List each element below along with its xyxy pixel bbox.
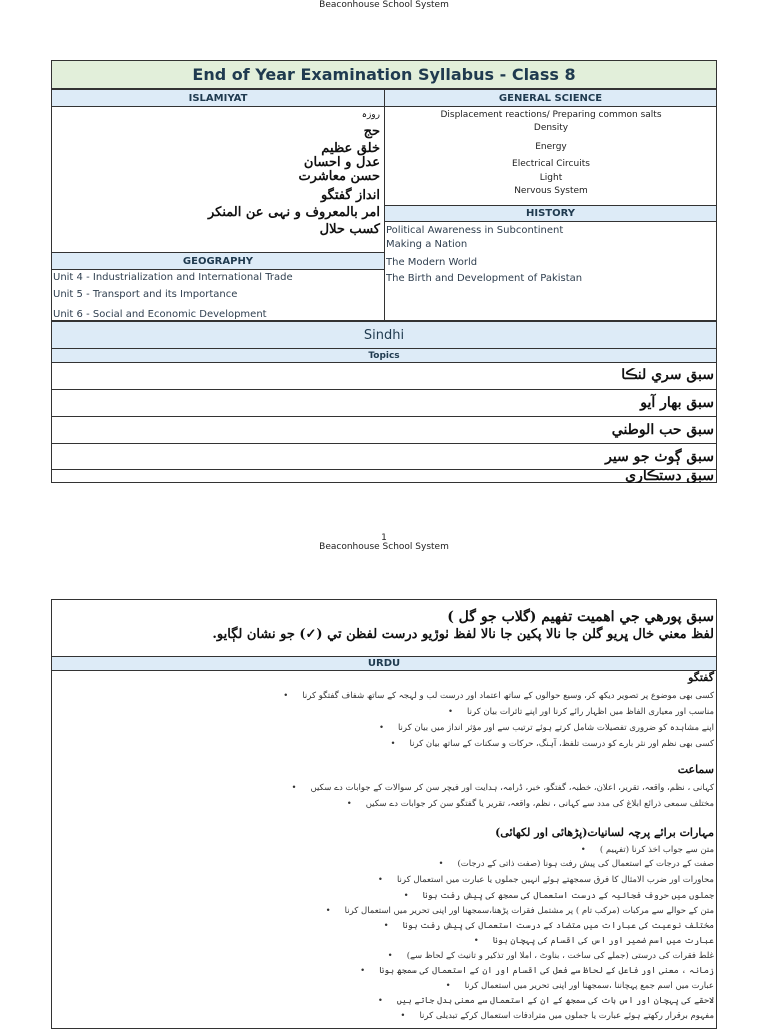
sindhi-topic-row: [52, 417, 716, 444]
urdu-item-text: اپنے مشاہدہ کو ضروری تفصیلات شامل کرتے ہوئے ترتیب سے اور مؤثر انداز میں بیان کرنا: [397, 723, 714, 733]
urdu-list-item: [581, 844, 714, 855]
urdu-list-item: [292, 782, 715, 793]
urdu-list-item: [360, 965, 714, 976]
urdu-item-text: جملوں میں حروف فجائیہ کے درست استعمال کی سمجھ کی پیش رفت ہونا: [422, 891, 714, 901]
urdu-list-item: [283, 690, 714, 701]
urdu-list-item: [448, 706, 714, 717]
bullet-icon: •: [580, 845, 586, 855]
page-title: End of Year Examination Syllabus - Class 8: [192, 65, 576, 84]
islamiyat-item: امر بالمعروف و نہی عن المنکر: [208, 205, 380, 220]
islamiyat-item: حسن معاشرت: [298, 169, 380, 184]
science-heading: GENERAL SCIENCE: [498, 93, 603, 104]
urdu-section-title: گفتگو: [688, 671, 714, 684]
urdu-item-text: مختلف سمعی ذرائع ابلاغ کی مدد سے کہانی ، نظم، واقعہ، تقریر یا گفتگو سن کر جوابات دے سکیں: [365, 799, 714, 809]
sindhi-heading: Sindhi: [363, 328, 405, 343]
islamiyat-item: عدل و احسان: [303, 155, 380, 170]
urdu-item-text: متن کے حوالے سے مرکبات (مرکب تام ) پر مشتمل فقرات پڑھنا،سمجھنا اور اپنی تحریر میں استعمال کرنا: [344, 906, 714, 916]
urdu-item-text: محاورات اور ضرب الامثال کا فرق سمجھتے ہوئے انہیں جملوں یا عبارت میں استعمال کرنا: [396, 875, 714, 885]
islamiyat-item: حج: [363, 124, 380, 139]
title-bar: [51, 60, 717, 89]
bullet-icon: •: [387, 951, 393, 961]
history-heading: HISTORY: [525, 208, 575, 219]
history-item: The Modern World: [386, 257, 478, 268]
urdu-item-text: لاحقے کی پہچان اور اس بات کی سمجھ کے ان کے استعمال سے معنی بدل جاتے ہیں: [396, 996, 714, 1006]
islamiyat-item: خلق عظیم: [321, 141, 380, 156]
sindhi-topics-bar: [51, 348, 717, 363]
history-item: The Birth and Development of Pakistan: [386, 273, 583, 284]
sindhi-topic-row: [52, 362, 716, 390]
islamiyat-item: انداز گفتگو: [320, 188, 380, 203]
history-item: Political Awareness in Subcontinent: [386, 225, 564, 236]
urdu-item-text: مفہوم برقرار رکھتے ہوئے عبارت یا جملوں میں مترادفات استعمال کرکے تبدیلی کرنا: [419, 1011, 714, 1021]
islamiyat-item: کسب حلال: [319, 222, 380, 237]
islamiyat-heading-bar: [51, 89, 385, 107]
page-header: Beaconhouse School System: [319, 0, 449, 10]
bullet-icon: •: [377, 996, 383, 1006]
page-header: Beaconhouse School System: [319, 542, 449, 552]
sindhi-lesson-line: سبق پورهي جي اهميت تفهيم (گلاب جو گل ): [447, 609, 714, 625]
urdu-item-text: عبارت میں اسم جمع پہچاننا ،سمجھنا اور اپنی تحریر میں استعمال کرنا: [464, 981, 714, 991]
sindhi-topic: سبق سري لنڪا: [621, 367, 714, 383]
urdu-list-item: [404, 890, 714, 901]
geography-heading-bar: [51, 252, 385, 270]
science-item: Nervous System: [514, 186, 588, 196]
urdu-item-text: مختلف نوعیت کی عبارات میں متضاد کے درست استعمال کی پیش رفت ہونا: [402, 921, 714, 931]
urdu-item-text: کہانی ، نظم، واقعہ، تقریر، اعلان، خطبہ، گفتگو، خبر، ڈرامہ، ہدایت اور فیچر سن کر سوالات کے جوابات دے سکیں: [310, 783, 714, 793]
bullet-icon: •: [438, 859, 444, 869]
urdu-section-title: سماعت: [677, 763, 714, 776]
urdu-heading: URDU: [367, 658, 401, 669]
urdu-item-text: کسی بھی موضوع پر تصویر دیکھ کر، وسیع حوالوں کے ساتھ اعتماد اور درست لب و لہجہ کے ساتھ شفاف گفتگو کرنا: [302, 691, 714, 701]
science-item: Electrical Circuits: [512, 159, 590, 169]
geography-heading: GEOGRAPHY: [182, 256, 254, 267]
sindhi-heading-bar: [51, 321, 717, 349]
science-item: Displacement reactions/ Preparing common salts: [440, 110, 662, 120]
urdu-item-text: عبارت میں اسم ضمیر اور اس کی اقسام کی پہچان ہونا: [492, 936, 714, 946]
urdu-item-text: زمانہ ، معنی اور فاعل کے لحاظ سے فعل کی اقسام اور ان کے استعمال کی سمجھ ہونا: [379, 966, 714, 976]
urdu-list-item: [326, 905, 714, 916]
urdu-list-item: [474, 935, 714, 946]
bullet-icon: •: [390, 739, 396, 749]
urdu-list-item: [378, 874, 714, 885]
science-item: Density: [533, 123, 569, 133]
sindhi-topic-row: [52, 444, 716, 470]
sindhi-topic: سبق ڳوٺ جو سير: [605, 449, 714, 465]
urdu-item-text: غلط فقرات کی درستی (جملے کی ساخت ، بناوٹ ، املا اور تذکیر و تانیث کے لحاظ سے): [406, 951, 714, 961]
sindhi-topics-heading: Topics: [368, 351, 400, 361]
bullet-icon: •: [283, 691, 289, 701]
sindhi-topic-row: [52, 390, 716, 417]
urdu-list-item: [438, 858, 714, 869]
science-item: Energy: [535, 142, 567, 152]
geography-item: Unit 6 - Social and Economic Development: [53, 309, 267, 320]
bullet-icon: •: [400, 1011, 406, 1021]
urdu-heading-bar: [51, 656, 717, 671]
urdu-list-item: [388, 950, 714, 961]
urdu-list-item: [446, 980, 714, 991]
urdu-section-title: مہارات برائے پرچہ لسانیات(پڑھائی اور لکھائی): [495, 826, 714, 839]
bullet-icon: •: [447, 707, 453, 717]
geography-item: Unit 5 - Transport and its Importance: [53, 289, 238, 300]
urdu-item-text: متن سے جواب اخذ کرنا (تفہیم ): [599, 845, 714, 855]
urdu-item-text: صفت کے درجات کے استعمال کی پیش رفت ہونا (صفت ذاتی کے درجات): [457, 859, 714, 869]
urdu-item-text: مناسب اور معیاری الفاظ میں اظہار رائے کرنا اور اپنے تاثرات بیان کرنا: [466, 707, 714, 717]
urdu-list-item: [379, 722, 714, 733]
bullet-icon: •: [445, 981, 451, 991]
urdu-list-item: [391, 738, 715, 749]
bullet-icon: •: [360, 966, 366, 976]
urdu-list-item: [384, 920, 714, 931]
urdu-item-text: کسی بھی نظم اور نثر بارے کو درست تلفظ، آہنگ، حرکات و سکنات کے ساتھ بیان کرنا: [409, 739, 714, 749]
urdu-list-item: [378, 995, 714, 1006]
bullet-icon: •: [383, 921, 389, 931]
sindhi-topic: سبق دستڪاري: [625, 470, 714, 483]
bullet-icon: •: [378, 723, 384, 733]
bullet-icon: •: [473, 936, 479, 946]
islamiyat-heading: ISLAMIYAT: [188, 93, 248, 104]
islamiyat-item: روزہ: [361, 110, 380, 120]
science-item: Light: [539, 173, 563, 183]
sindhi-topic: سبق بهار آيو: [640, 395, 714, 411]
sindhi-topic: سبق حب الوطني: [611, 422, 714, 438]
urdu-list-item: [400, 1010, 714, 1021]
bullet-icon: •: [291, 783, 297, 793]
sindhi-topic-row: [52, 470, 716, 483]
page-number: 1: [381, 533, 387, 543]
history-heading-bar: [384, 205, 717, 222]
science-heading-bar: [384, 89, 717, 107]
history-item: Making a Nation: [386, 239, 468, 250]
bullet-icon: •: [377, 875, 383, 885]
bullet-icon: •: [346, 799, 352, 809]
bullet-icon: •: [403, 891, 409, 901]
geography-item: Unit 4 - Industrialization and International Trade: [53, 272, 293, 283]
bullet-icon: •: [325, 906, 331, 916]
urdu-list-item: [347, 798, 714, 809]
sindhi-exercise-line: لفظ معني خال ڀريو گلن جا نالا پکين جا نالا لفظ ٺوڙيو درست لفظن تي (✓) جو نشان لڳايو.: [212, 627, 714, 642]
